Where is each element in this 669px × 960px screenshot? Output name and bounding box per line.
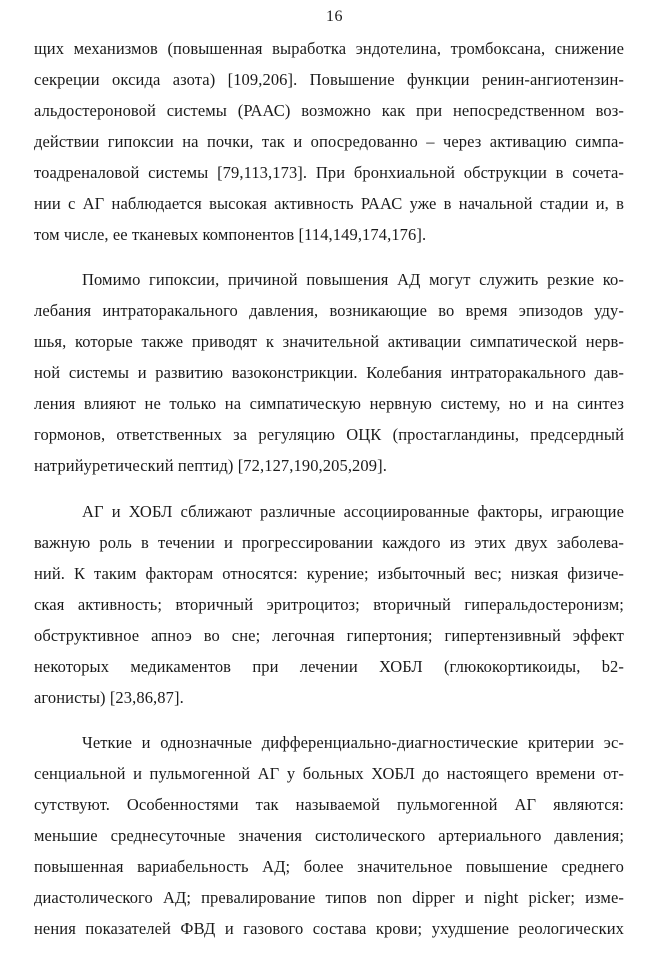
text-line: альдостероновой системы (РААС) возможно как при непосредственном воз- — [34, 101, 624, 120]
text-line: нения показателей ФВД и газового состава крови; ухудшение реологических — [34, 919, 624, 938]
text-line: повышенная вариабельность АД; более значительное повышение среднего — [34, 857, 624, 876]
text-line: шья, которые также приводят к значительной активации симпатической нерв- — [34, 332, 624, 351]
text-line: ний. К таким факторам относятся: курение; избыточный вес; низкая физиче- — [34, 564, 624, 583]
text-line: АГ и ХОБЛ сближают различные ассоциированные факторы, играющие — [82, 502, 624, 521]
text-line: ной системы и развитию вазоконстрикции. Колебания интраторакального дав- — [34, 363, 624, 382]
text-line: действии гипоксии на почки, так и опосредованно – через активацию симпа- — [34, 132, 624, 151]
text-line: гормонов, ответственных за регуляцию ОЦК (простагландины, предсердный — [34, 425, 624, 444]
text-line: меньшие среднесуточные значения систолического артериального давления; — [34, 826, 624, 845]
text-line: тоадреналовой системы [79,113,173]. При бронхиальной обструкции в сочета- — [34, 163, 624, 182]
text-line: важную роль в течении и прогрессировании каждого из этих двух заболева- — [34, 533, 624, 552]
text-line: том числе, ее тканевых компонентов [114,149,174,176]. — [34, 225, 427, 244]
text-line: ская активность; вторичный эритроцитоз; вторичный гиперальдостеронизм; — [34, 595, 624, 614]
text-line: нии с АГ наблюдается высокая активность РААС уже в начальной стадии и, в — [34, 194, 624, 213]
text-line: секреции оксида азота) [109,206]. Повышение функции ренин-ангиотензин- — [34, 70, 624, 89]
text-line: Четкие и однозначные дифференциально-диагностические критерии эс- — [82, 733, 624, 752]
text-line: диастолического АД; превалирование типов non dipper и night picker; изме- — [34, 888, 624, 907]
text-line: щих механизмов (повышенная выработка эндотелина, тромбоксана, снижение — [34, 39, 624, 58]
text-line: некоторых медикаментов при лечении ХОБЛ (глюкокортикоиды, b2- — [34, 657, 624, 676]
page-number: 16 — [326, 8, 343, 25]
text-line: обструктивное апноэ во сне; легочная гипертония; гипертензивный эффект — [34, 626, 624, 645]
text-line: Помимо гипоксии, причиной повышения АД могут служить резкие ко- — [82, 270, 624, 289]
text-line: лебания интраторакального давления, возникающие во время эпизодов уду- — [34, 301, 624, 320]
text-line: сенциальной и пульмогенной АГ у больных ХОБЛ до настоящего времени от- — [34, 764, 624, 783]
text-line: сутствуют. Особенностями так называемой пульмогенной АГ являются: — [34, 795, 624, 814]
text-line: натрийуретический пептид) [72,127,190,205,209]. — [34, 456, 387, 475]
text-line: ления влияют не только на симпатическую нервную систему, но и на синтез — [34, 394, 624, 413]
text-line: агонисты) [23,86,87]. — [34, 688, 184, 707]
